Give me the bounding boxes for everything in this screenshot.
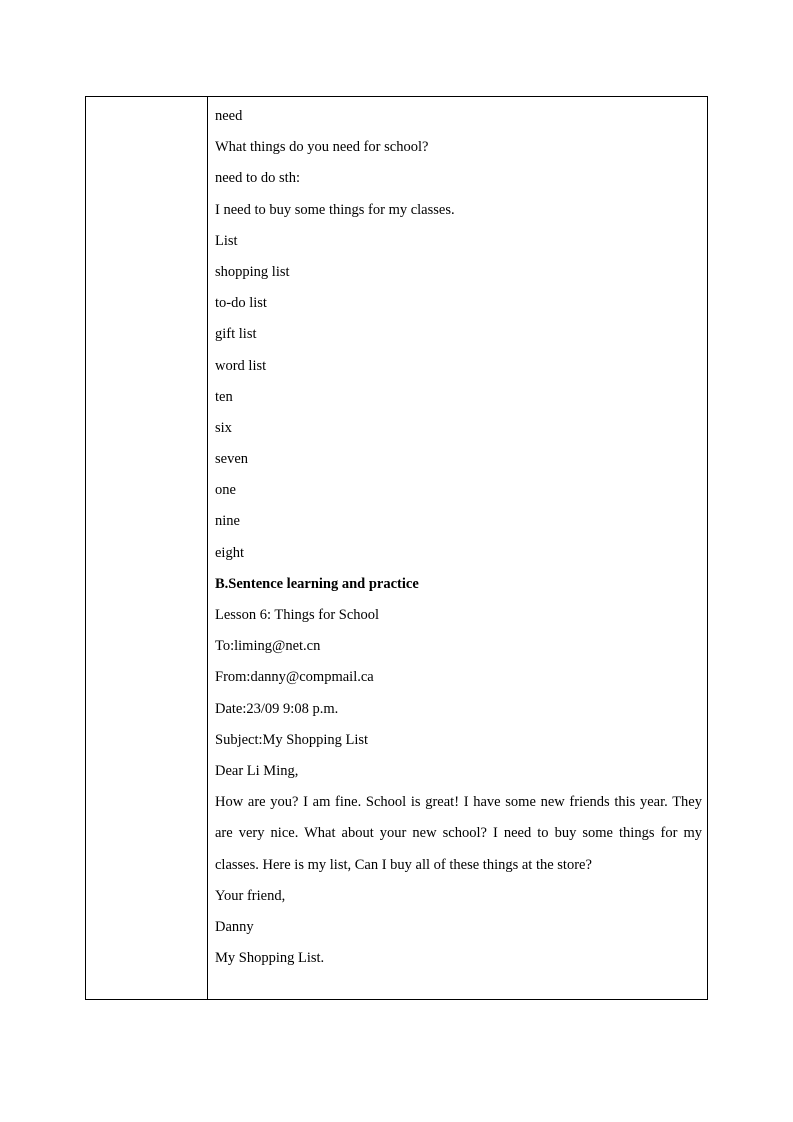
vocab-line: eight	[215, 544, 244, 561]
vocab-line: word list	[215, 357, 267, 374]
content-cell	[208, 97, 707, 999]
vocab-line: gift list	[215, 326, 257, 343]
email-signature: Danny	[215, 918, 254, 935]
email-greeting: Dear Li Ming,	[215, 762, 299, 779]
vocab-line: ten	[215, 388, 233, 405]
vocab-line: need to do sth:	[215, 170, 300, 187]
email-date: Date:23/09 9:08 p.m.	[215, 700, 339, 717]
email-body: How are you? I am fine. School is great! I have some new friends this year. They are very nice. What about your new school? I need to buy some things for my classes. Here is my list, Can I buy all of these things at the store?	[215, 794, 702, 873]
lesson-title: Lesson 6: Things for School	[215, 607, 380, 623]
vocab-line: to-do list	[215, 295, 267, 312]
vocab-line: List	[215, 232, 238, 249]
vocab-line: need	[215, 108, 243, 124]
vocab-line: I need to buy some things for my classes.	[215, 201, 455, 218]
vocab-line: six	[215, 419, 232, 436]
shopping-list-title: My Shopping List.	[215, 950, 325, 967]
left-column-cell	[86, 97, 208, 999]
vocab-line: nine	[215, 513, 240, 530]
vocab-line: seven	[215, 451, 249, 468]
email-closing: Your friend,	[215, 887, 286, 904]
email-from: From:danny@compmail.ca	[215, 669, 374, 686]
email-to: To:liming@net.cn	[215, 638, 321, 655]
vocab-line: What things do you need for school?	[215, 139, 429, 156]
document-table	[85, 96, 708, 1000]
vocab-line: shopping list	[215, 263, 290, 280]
section-heading: B.Sentence learning and practice	[215, 575, 419, 592]
email-subject: Subject:My Shopping List	[215, 731, 369, 748]
vocab-line: one	[215, 482, 236, 499]
